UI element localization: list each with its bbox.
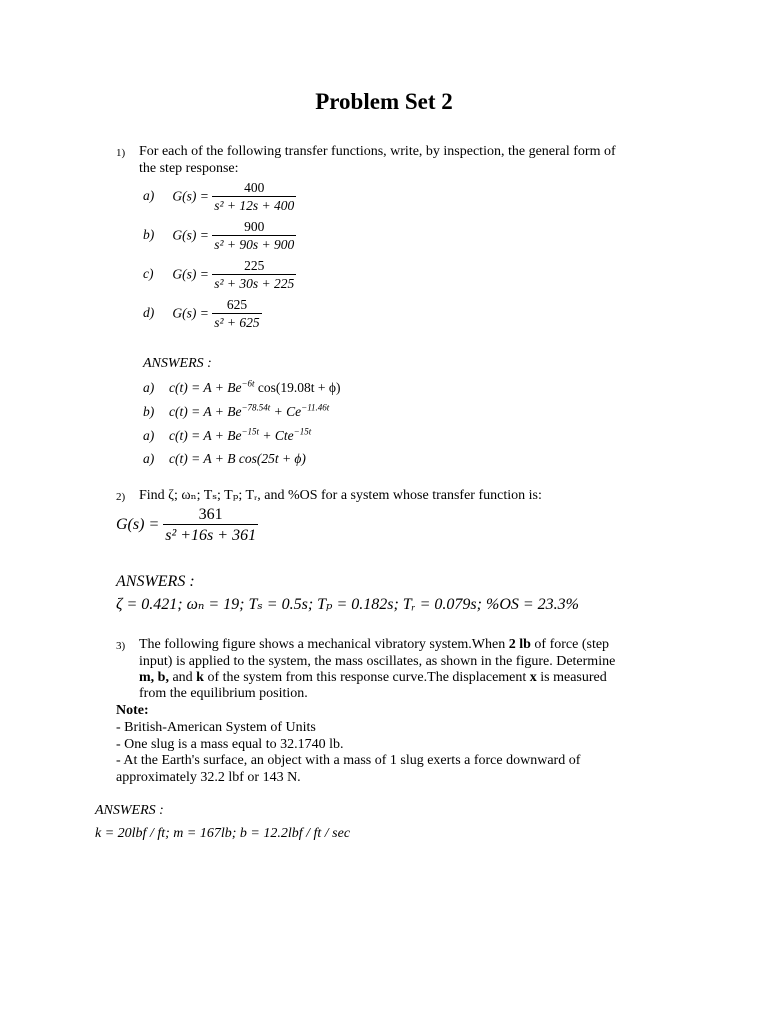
answer-label: a) (143, 451, 155, 466)
note-heading: Note: (116, 703, 149, 718)
problem-3-line3 (139, 670, 607, 687)
answer-lhs: c(t) = A + Be (169, 404, 242, 419)
problem-1-answers-heading: ANSWERS : (143, 356, 212, 371)
answer-1a (143, 380, 341, 396)
problem-3-line2: input) is applied to the system, the mass oscillates, as shown in the figure. Determine (139, 654, 616, 669)
text-bold: x (529, 670, 537, 685)
tf-lhs: G(s) = (172, 305, 209, 321)
tf-fraction (212, 258, 296, 292)
answer-1b (143, 404, 329, 420)
tf-lhs: G(s) = (172, 227, 209, 243)
tf-numerator: 361 (198, 506, 223, 523)
tf-label: d) (143, 305, 155, 321)
text-bold: k (196, 670, 204, 685)
problem-1-number: 1) (116, 147, 126, 159)
text-run: of the system from this response curve.The displacement (203, 670, 530, 685)
problem-3-answers-heading: ANSWERS : (95, 803, 164, 818)
text-run: of force (step (530, 637, 610, 652)
transfer-function-a (143, 180, 296, 214)
answer-label: b) (143, 404, 155, 419)
problem-2-transfer-function (116, 505, 258, 545)
answer-exponent: −6t (241, 378, 255, 389)
answer-mid: + Cte (259, 428, 294, 443)
problem-3-answers: k = 20lbf / ft; m = 167lb; b = 12.2lbf / ft / sec (95, 826, 351, 841)
answer-lhs: c(t) = A + B cos(25t + ϕ) (169, 451, 306, 466)
answer-exponent: −15t (241, 426, 260, 437)
tf-lhs: G(s) = (172, 188, 209, 204)
tf-numerator: 625 (226, 297, 248, 312)
problem-1-text-line2: the step response: (139, 161, 239, 176)
tf-lhs: G(s) = (116, 515, 160, 533)
answer-label: a) (143, 428, 155, 443)
answer-exponent-2: −11.46t (301, 402, 330, 413)
tf-label: c) (143, 266, 154, 282)
tf-lhs: G(s) = (172, 266, 209, 282)
answer-lhs: c(t) = A + Be (169, 380, 242, 395)
tf-numerator: 400 (244, 180, 265, 195)
tf-fraction (212, 297, 261, 331)
tf-label: b) (143, 227, 155, 243)
tf-fraction (163, 505, 258, 545)
tf-numerator: 900 (244, 219, 265, 234)
answer-exponent-2: −15t (293, 426, 312, 437)
problem-2-text: Find ζ; ωₙ; Tₛ; Tₚ; Tᵣ, and %OS for a system whose transfer function is: (139, 488, 542, 503)
tf-denominator: s² + 12s + 400 (214, 198, 295, 214)
tf-fraction (212, 219, 296, 253)
problem-1-text-line1: For each of the following transfer functions, write, by inspection, the general form of (139, 144, 616, 159)
problem-2-number: 2) (116, 491, 126, 503)
tf-denominator: s² +16s + 361 (163, 524, 258, 545)
problem-3-line4: from the equilibrium position. (139, 686, 308, 701)
problem-3-line1 (139, 637, 609, 654)
text-run: and (168, 670, 197, 685)
force-value: 2 lb (508, 637, 531, 652)
note-line-3: - At the Earth's surface, an object with a mass of 1 slug exerts a force downward of (116, 753, 581, 768)
text-bold: m, b, (139, 670, 169, 685)
answer-1c (143, 428, 311, 444)
page-title: Problem Set 2 (315, 89, 453, 114)
text-run: The following figure shows a mechanical vibratory system.When (139, 637, 509, 652)
answer-exponent: −78.54t (241, 402, 271, 413)
tf-denominator: s² + 90s + 900 (214, 237, 295, 253)
answer-label: a) (143, 380, 155, 395)
text-run: is measured (536, 670, 607, 685)
problem-2-answers-heading: ANSWERS : (116, 573, 195, 590)
answer-lhs: c(t) = A + Be (169, 428, 242, 443)
tf-denominator: s² + 625 (214, 315, 260, 331)
note-line-2: - One slug is a mass equal to 32.1740 lb. (116, 737, 344, 752)
problem-3-number: 3) (116, 640, 126, 652)
tf-denominator: s² + 30s + 225 (214, 276, 295, 292)
problem-2-answers: ζ = 0.421; ωₙ = 19; Tₛ = 0.5s; Tₚ = 0.182s; Tᵣ = 0.079s; %OS = 23.3% (116, 596, 579, 613)
tf-label: a) (143, 188, 155, 204)
transfer-function-d (143, 297, 262, 331)
note-line-1: - British-American System of Units (116, 720, 316, 735)
answer-mid: + Ce (270, 404, 302, 419)
note-line-4: approximately 32.2 lbf or 143 N. (116, 770, 301, 785)
answer-1d (143, 451, 306, 467)
tf-numerator: 225 (244, 258, 265, 273)
tf-fraction (212, 180, 296, 214)
transfer-function-b (143, 219, 296, 253)
transfer-function-c (143, 258, 296, 292)
answer-rest: cos(19.08t + ϕ) (254, 380, 341, 395)
